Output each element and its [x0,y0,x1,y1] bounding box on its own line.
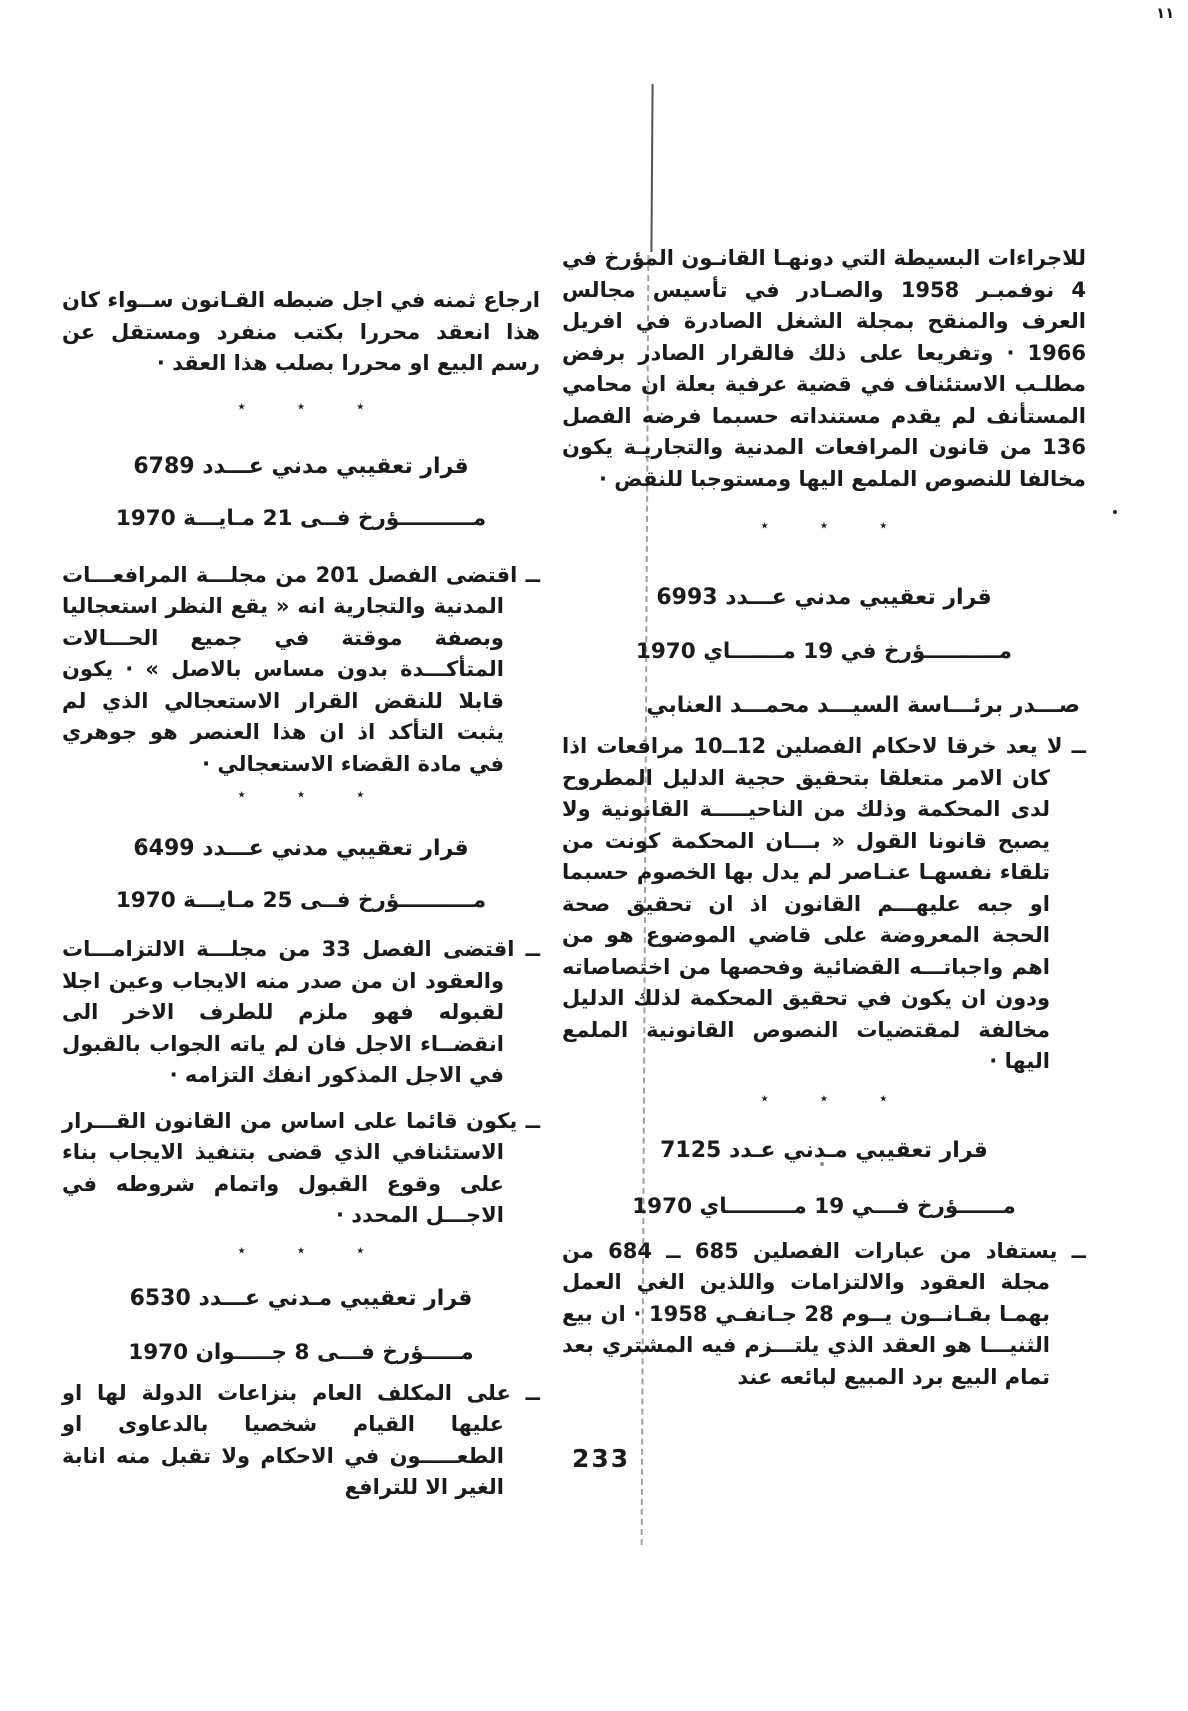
ruling-paragraph: ــ يكون قائما على اساس من القانون القـــرار الاستئنافي الذي قضى بتنفيذ الايجاب بناء على وقوع القبول واتمام شروطه في الاجـــل المحدد · [62,1108,540,1227]
decision-date: مــــــــــؤرخ فــى 25 مـايـــة 1970 [115,888,487,913]
section-separator: ٭ ٭ ٭ [237,1240,365,1259]
decision-heading-6530: قرار تعقيبي مـدني عـــدد 6530 [129,1285,473,1311]
section-separator: ٭ ٭ ٭ [237,785,365,803]
ruling-paragraph: ــ يستفاد من عبارات الفصلين 685 ــ 684 من مجلة العقود والالتزامات واللذين الغي العمل بهمـا بقـانــون يــوم 28 جـانفـي 1958 · ان بيع الثنيـــا هو العقد الذي يلتـــزم فيه المشتري بعد تمام البيع برد المبيع لبائعه عند [562,1238,1086,1389]
presiding-judge-line: صـــدر برئـــاسة السيـــد محمـــد العنابي [646,693,1080,718]
left-column [62,285,540,1504]
continued-paragraph: للاجراءات البسيطة التي دونهـا القانـون المؤرخ في 4 نوفمبـر 1958 والصـادر في تأسيس مجالس العرف والمنقح بمجلة الشغل الصادرة في افريل 1966 · وتفريعا على ذلك فالقرار الصادر برفض مطلـب الاستئناف في قضية عرفية بعلة ان محامي المستأنف لم يقدم مستنداته حسبما فرضه الفصل 136 من قانون المرافعات المدنية والتجاريـة يكون مخالفا للنصوص الملمع اليها ومستوجبا للنقض · [562,246,1086,491]
decision-heading-6499: قرار تعقيبي مدني عـــدد 6499 [133,836,469,861]
corner-mark: ١١ [1156,4,1175,22]
decision-date: مــــــؤرخ فـــي 19 مـــــــــاي 1970 [632,1193,1016,1219]
fold-crease-line [650,84,653,252]
page-number: 233 [572,1444,631,1473]
ruling-paragraph: ــ على المكلف العام بنزاعات الدولة لها او عليها القيام شخصيا بالدعاوى او الطعـــــون في الاحكام ولا تقبل منه انابة الغير الا للترافع [62,1380,540,1499]
decision-heading-7125: قرار تعقيبي مـدني عـدد 7125 [660,1137,988,1163]
decision-date: مــــــــــؤرخ في 19 مـــــــاي 1970 [635,639,1013,664]
scan-speck [1113,510,1117,514]
section-separator: ٭ ٭ ٭ [237,396,365,415]
continued-paragraph: ارجاع ثمنه في اجل ضبطه القـانون ســواء كان هذا انعقد محررا بكتب منفرد ومستقل عن رسم البيع او محررا بصلب هذا العقد · [62,288,540,375]
right-column [562,243,1086,1393]
decision-heading-6789: قرار تعقيبي مدني عـــدد 6789 [133,453,469,479]
ruling-paragraph: ــ اقتضى الفصل 33 من مجلـــة الالتزامـــات والعقود ان من صدر منه الايجاب وعين اجلا لقبوله فهو ملزم للطرف الاخر الى انقضــاء الاجل فان لم ياته الجواب بالقبول في الاجل المذكور انفك التزامه · [62,937,540,1087]
ruling-paragraph: ــ لا يعد خرقا لاحكام الفصلين 12ــ10 مرافعات اذا كان الامر متعلقا بتحقيق حجية الدليل المطروح لدى المحكمة وذلك من الناحيـــــة القانونية ولا يصبح قانونا القول « بـــان المحكمة كونت من تلقاء نفسهـا عنـاصر لم يدل بها الخصوم حسبما او جبه عليهـــم القانون اذ ان تحقيق صحة الحجة المعروضة على قاضي الموضوع هو من اهم واجباتـــه القضائية وفحصها من اختصاصاته ودون ان يكون في تحقيق المحكمة لذلك الدليل مخالفة لمقتضيات النصوص القانونية الملمع اليها · [562,734,1086,1073]
section-separator: ٭ ٭ ٭ [760,516,888,534]
section-separator: ٭ ٭ ٭ [760,1088,888,1107]
decision-date: مــــــــــؤرخ فــى 21 مـايـــة 1970 [115,505,487,531]
decision-date: مـــــؤرخ فـــى 8 جـــــوان 1970 [128,1339,474,1365]
decision-heading-6993: قرار تعقيبي مدني عـــدد 6993 [656,585,992,610]
ruling-paragraph: ــ اقتضى الفصل 201 من مجلـــة المرافعـــات المدنية والتجارية انه « يقع النظر استعجاليا وبصفة موقتة في جميع الحـــالات المتأكـــدة بدون مساس بالاصل » · يكون قابلا للنقض القرار الاستعجالي الذي لم يثبت التأكد اذ ان هذا العنصر هو جوهري في مادة القضاء الاستعجالي · [62,562,541,776]
